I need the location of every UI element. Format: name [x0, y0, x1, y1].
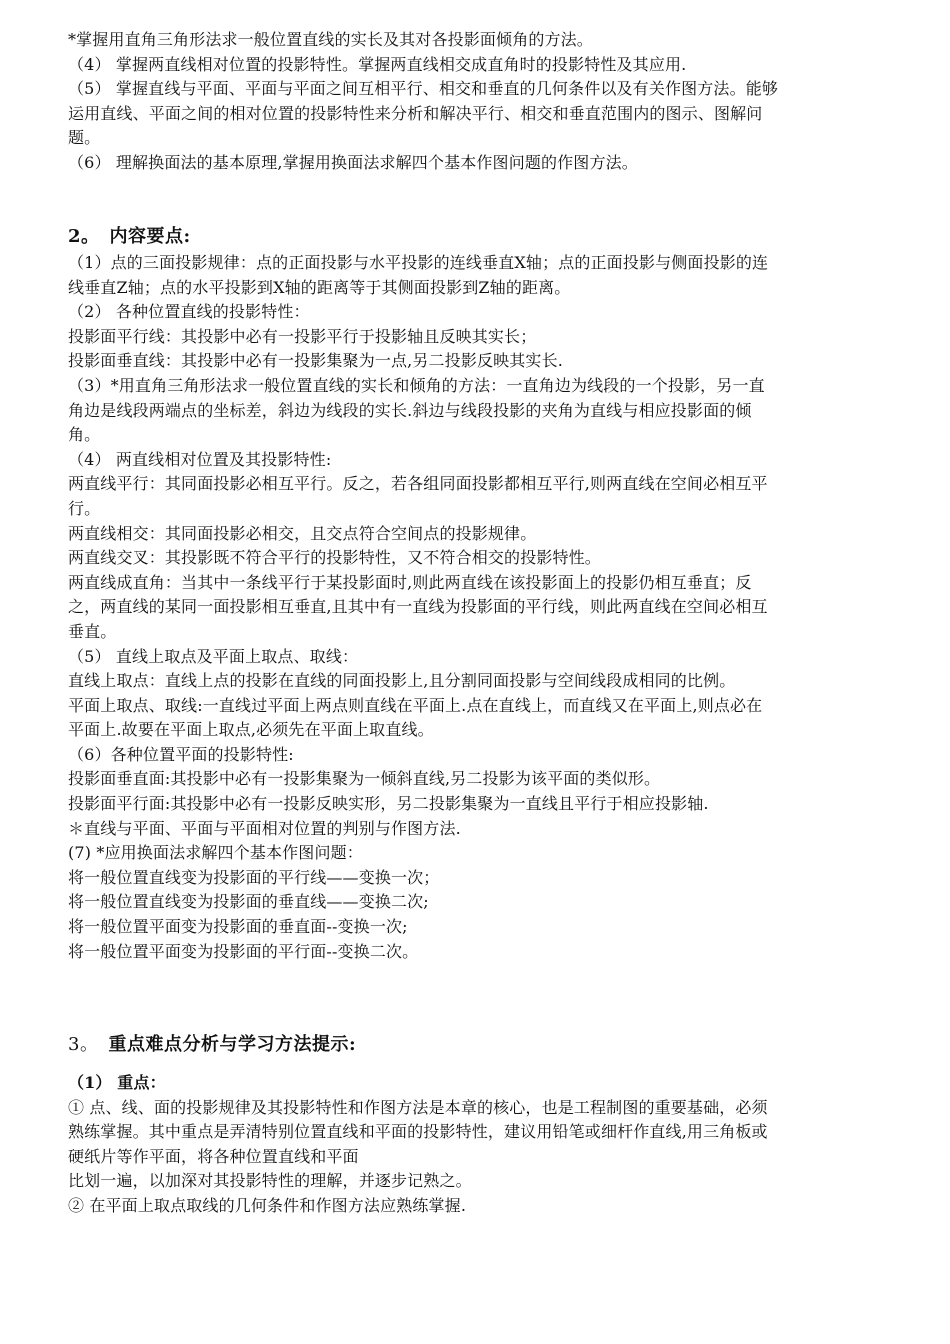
- text-line: (7) *应用换面法求解四个基本作图问题：: [68, 843, 363, 863]
- text-line: （4） 掌握两直线相对位置的投影特性。掌握两直线相交成直角时的投影特性及其应用.: [68, 54, 687, 74]
- section-number: 3。: [68, 1034, 99, 1055]
- section-title: 内容要点:: [109, 226, 191, 247]
- text-line: （5） 直线上取点及平面上取点、取线：: [68, 646, 359, 666]
- text-line: 将一般位置平面变为投影面的平行面--变换二次。: [68, 941, 419, 961]
- section2-heading: [68, 224, 908, 250]
- text-line: 两直线成直角：当其中一条线平行于某投影面时,则此两直线在该投影面上的投影仍相互垂直；反: [68, 572, 752, 592]
- text-line: 比划一遍，以加深对其投影特性的理解，并逐步记熟之。: [68, 1171, 472, 1191]
- section3-body: [68, 1071, 908, 1219]
- text-line: 投影面平行面:其投影中必有一投影反映实形，另二投影集聚为一直线且平行于相应投影轴.: [68, 794, 709, 814]
- text-line: （6） 理解换面法的基本原理,掌握用换面法求解四个基本作图问题的作图方法。: [68, 152, 638, 172]
- text-line: 投影面平行线：其投影中必有一投影平行于投影轴且反映其实长；: [68, 326, 537, 346]
- text-line: 两直线相交：其同面投影必相交，且交点符合空间点的投影规律。: [68, 523, 537, 543]
- text-line: 硬纸片等作平面，将各种位置直线和平面: [68, 1146, 359, 1166]
- subsection-heading: （1） 重点：: [68, 1073, 166, 1092]
- text-line: ① 点、线、面的投影规律及其投影特性和作图方法是本章的核心，也是工程制图的重要基础，必须: [68, 1097, 768, 1117]
- text-line: 平面上.故要在平面上取点,必须先在平面上取直线。: [68, 720, 434, 740]
- text-line: 两直线交叉：其投影既不符合平行的投影特性，又不符合相交的投影特性。: [68, 548, 601, 568]
- text-line: 两直线平行：其同面投影必相互平行。反之，若各组同面投影都相互平行,则两直线在空间必相互平: [68, 474, 768, 494]
- text-line: （1）点的三面投影规律：点的正面投影与水平投影的连线垂直X轴；点的正面投影与侧面投影的连: [68, 253, 769, 272]
- text-line: （2） 各种位置直线的投影特性：: [68, 302, 310, 322]
- text-line: 垂直。: [68, 621, 117, 641]
- text-line: 行。: [68, 498, 101, 518]
- text-line: 角边是线段两端点的坐标差，斜边为线段的实长.斜边与线段投影的夹角为直线与相应投影面的倾: [68, 400, 752, 420]
- text-line: ＊直线与平面、平面与平面相对位置的判别与作图方法.: [68, 818, 461, 838]
- text-line: （5） 掌握直线与平面、平面与平面之间互相平行、相交和垂直的几何条件以及有关作图方法。能够: [68, 79, 779, 99]
- text-line: 将一般位置直线变为投影面的垂直线——变换二次;: [68, 892, 429, 912]
- text-line: （3）*用直角三角形法求一般位置直线的实长和倾角的方法：一直角边为线段的一个投影，另一直: [68, 375, 765, 395]
- text-line: 平面上取点、取线:一直线过平面上两点则直线在平面上.点在直线上，而直线又在平面上,则点必在: [68, 695, 763, 715]
- section3-heading: [68, 1032, 908, 1058]
- text-line: 投影面垂直面:其投影中必有一投影集聚为一倾斜直线,另二投影为该平面的类似形。: [68, 769, 661, 789]
- text-line: 将一般位置直线变为投影面的平行线——变换一次；: [68, 867, 440, 887]
- text-line: 运用直线、平面之间的相对位置的投影特性来分析和解决平行、相交和垂直范围内的图示、图解问: [68, 103, 763, 123]
- text-line: 角。: [68, 425, 101, 445]
- section-number: 2。: [68, 226, 100, 247]
- text-line: *掌握用直角三角形法求一般位置直线的实长及其对各投影面倾角的方法。: [68, 30, 593, 49]
- text-line: 题。: [68, 128, 101, 148]
- text-line: 直线上取点：直线上点的投影在直线的同面投影上,且分割同面投影与空间线段成相同的比例。: [68, 671, 736, 691]
- text-line: ② 在平面上取点取线的几何条件和作图方法应熟练掌握.: [68, 1195, 467, 1215]
- section-title: 重点难点分析与学习方法提示:: [108, 1034, 357, 1055]
- text-line: （4） 两直线相对位置及其投影特性:: [68, 449, 332, 469]
- text-line: （6）各种位置平面的投影特性:: [68, 744, 294, 764]
- text-line: 将一般位置平面变为投影面的垂直面--变换一次;: [68, 917, 408, 937]
- section2-body: [68, 251, 908, 964]
- section1-tail: [68, 28, 908, 176]
- text-line: 之，两直线的某同一面投影相互垂直,且其中有一直线为投影面的平行线，则此两直线在空间必相互: [68, 597, 768, 617]
- text-line: 熟练掌握。其中重点是弄清特别位置直线和平面的投影特性，建议用铅笔或细杆作直线,用三角板或: [68, 1122, 768, 1142]
- text-line: 线垂直Z轴；点的水平投影到X轴的距离等于其侧面投影到Z轴的距离。: [68, 277, 571, 297]
- text-line: 投影面垂直线：其投影中必有一投影集聚为一点,另二投影反映其实长.: [68, 351, 563, 371]
